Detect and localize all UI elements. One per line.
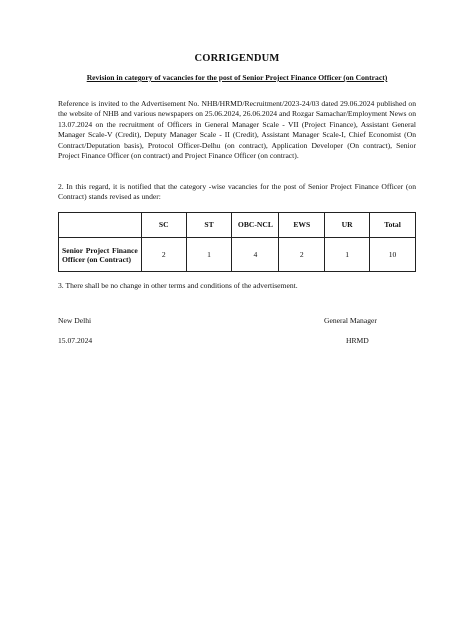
table-row [59, 238, 416, 272]
signatory-department: HRMD [346, 336, 369, 345]
header-empty [59, 213, 142, 238]
header-ews: EWS [279, 213, 325, 238]
cell-obc-ncl: 4 [232, 238, 279, 272]
cell-sc: 2 [141, 238, 186, 272]
revision-paragraph: 2. In this regard, it is notified that the category -wise vacancies for the post of Senior Project Finance Officer (on Contract) stands revised as under: [58, 182, 416, 202]
place-label: New Delhi [58, 316, 92, 325]
cell-ews: 2 [279, 238, 325, 272]
row-label-post: Senior Project Finance Officer (on Contract) [59, 238, 142, 272]
signatory-designation: General Manager [324, 316, 377, 325]
reference-paragraph: Reference is invited to the Advertisement No. NHB/HRMD/Recruitment/2023-24/03 dated 29.06.2024 published on the website of NHB and various newspapers on 25.06.2024, 26.06.2024 and Rozgar Samachar/Employment News on 13.07.2024 on the recruitment of Officers in General Manager Scale - VII (Project Finance), Assistant General Manager Scale-V (Credit), Deputy Manager Scale - II (Credit), Assistant Manager Scale-I, Chief Economist (On Contract/Deputation basis), Protocol Officer-Delhu (on contract), Application Developer (On contract), Senior Project Finance Officer (on contract) and Project Finance Officer (on contract). [58, 99, 416, 161]
header-obc-ncl: OBC-NCL [232, 213, 279, 238]
terms-paragraph: 3. There shall be no change in other terms and conditions of the advertisement. [58, 281, 298, 290]
header-total: Total [370, 213, 416, 238]
document-subtitle: Revision in category of vacancies for the post of Senior Project Finance Officer (on Contract) [86, 73, 388, 82]
header-ur: UR [325, 213, 370, 238]
vacancy-table [58, 212, 416, 272]
cell-total: 10 [370, 238, 416, 272]
cell-ur: 1 [325, 238, 370, 272]
document-title: CORRIGENDUM [194, 53, 280, 64]
header-st: ST [186, 213, 232, 238]
date-label: 15.07.2024 [58, 336, 93, 345]
cell-st: 1 [186, 238, 232, 272]
header-sc: SC [141, 213, 186, 238]
table-header-row [59, 213, 416, 238]
